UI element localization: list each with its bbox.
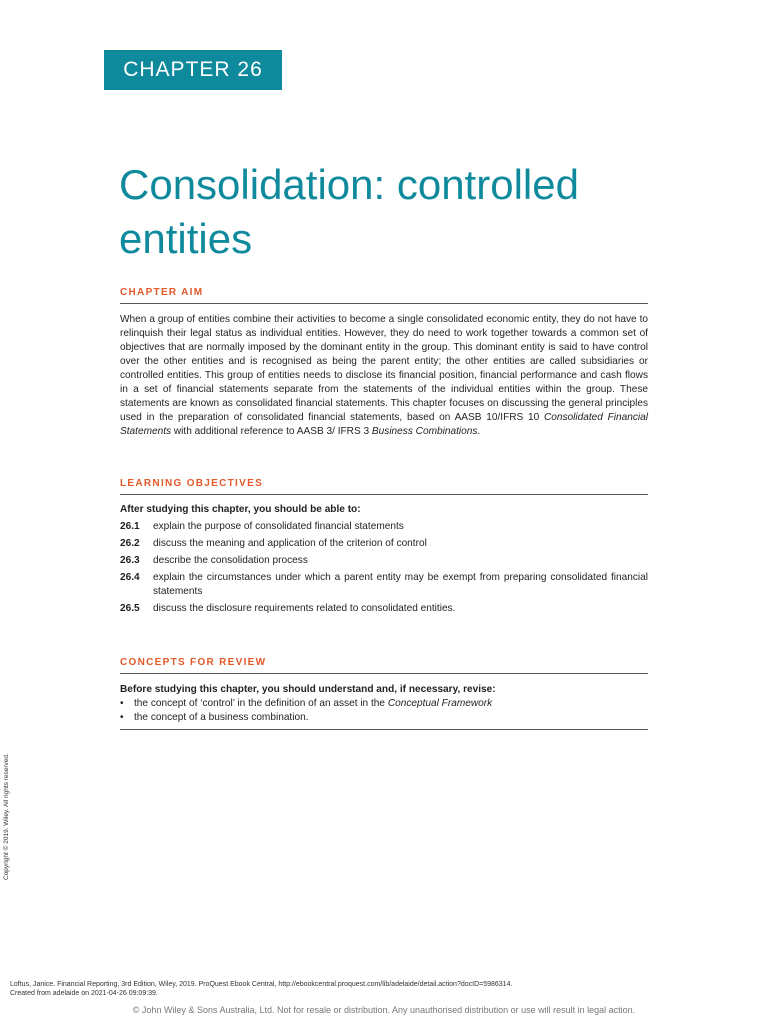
- bullet-icon: •: [120, 712, 124, 723]
- footer-citation-line-1: Loftus, Janice. Financial Reporting, 3rd Edition, Wiley, 2019. ProQuest Ebook Central, http://ebookcentral.proquest.com/lib/adelaide/detail.action?docID=5986314.: [10, 981, 513, 988]
- title-line-1: Consolidation: controlled: [119, 161, 579, 208]
- objective-text: explain the purpose of consolidated financial statements: [153, 521, 404, 532]
- footer-legal: © John Wiley & Sons Australia, Ltd. Not for resale or distribution. Any unauthorised distribution or use will result in legal action.: [132, 1005, 636, 1015]
- concepts-rule: [120, 673, 648, 674]
- chapter-aim-heading: CHAPTER AIM: [120, 287, 204, 298]
- chapter-aim-italic-2: Business Combinations: [371, 426, 478, 437]
- objective-text: explain the circumstances under which a parent entity may be exempt from preparing consolidated financial statements: [153, 572, 648, 597]
- concept-item: [120, 697, 648, 711]
- concept-item: [120, 711, 648, 725]
- footer-citation: [10, 980, 512, 998]
- chapter-aim-text-2: with additional reference to AASB 3/ IFRS 3: [171, 426, 372, 437]
- objective-item: [120, 602, 648, 616]
- learning-objectives-rule: [120, 494, 648, 495]
- chapter-aim-italic-1: Consolidated Financial Statements: [120, 412, 648, 437]
- concept-text: the concept of a business combination.: [134, 712, 309, 723]
- concepts-lead: Before studying this chapter, you should understand and, if necessary, revise:: [120, 684, 496, 695]
- chapter-label: CHAPTER 26: [123, 58, 263, 81]
- learning-objectives-lead: After studying this chapter, you should be able to:: [120, 504, 361, 515]
- side-copyright: Copyright © 2019. Wiley. All rights reserved.: [3, 753, 10, 880]
- chapter-aim-text-1: When a group of entities combine their activities to become a single consolidated economic entity, they do not have to relinquish their legal status as individual entities. However, they do need to work together towards a common set of objectives that are normally imposed by the dominant entity in the group. This dominant entity is said to have control over the other entities and is recognised as being the parent entity; the other entities are called subsidiaries or controlled entities. This group of entities needs to disclose its financial position, financial performance and cash flows in a set of financial statements separate from the statements of the individual entities within the group. These statements are known as consolidated financial statements. This chapter focuses on discussing the general principles used in the preparation of consolidated financial statements, based on AASB 10/IFRS 10: [120, 314, 648, 423]
- objective-number: 26.5: [120, 603, 140, 614]
- page-title: [119, 158, 679, 266]
- chapter-aim-text-3: .: [477, 426, 481, 437]
- chapter-aim-rule: [120, 303, 648, 304]
- title-line-2: entities: [119, 215, 253, 262]
- objective-number: 26.2: [120, 538, 140, 549]
- objective-item: [120, 537, 648, 551]
- bullet-icon: •: [120, 698, 124, 709]
- objective-item: [120, 571, 648, 599]
- concept-text: [134, 697, 492, 711]
- objective-item: [120, 520, 648, 534]
- objective-number: 26.1: [120, 521, 140, 532]
- objective-item: [120, 554, 648, 568]
- learning-objectives-heading: LEARNING OBJECTIVES: [120, 478, 264, 489]
- concepts-list: [120, 697, 648, 725]
- objective-number: 26.3: [120, 555, 140, 566]
- concept-italic: Conceptual Framework: [387, 698, 493, 709]
- objective-text: describe the consolidation process: [153, 555, 308, 566]
- chapter-aim-text: [120, 313, 648, 439]
- footer-citation-line-2: Created from adelaide on 2021-04-26 09:09:39.: [10, 990, 158, 997]
- concepts-heading: CONCEPTS FOR REVIEW: [120, 657, 267, 668]
- objective-number: 26.4: [120, 572, 140, 583]
- objective-text: discuss the meaning and application of the criterion of control: [153, 538, 427, 549]
- objective-text: discuss the disclosure requirements related to consolidated entities.: [153, 603, 456, 614]
- chapter-badge: [104, 50, 282, 90]
- concepts-bottom-rule: [120, 729, 648, 730]
- learning-objectives-list: [120, 520, 648, 619]
- concept-text-1: the concept of ‘control’ in the definition of an asset in the: [134, 698, 388, 709]
